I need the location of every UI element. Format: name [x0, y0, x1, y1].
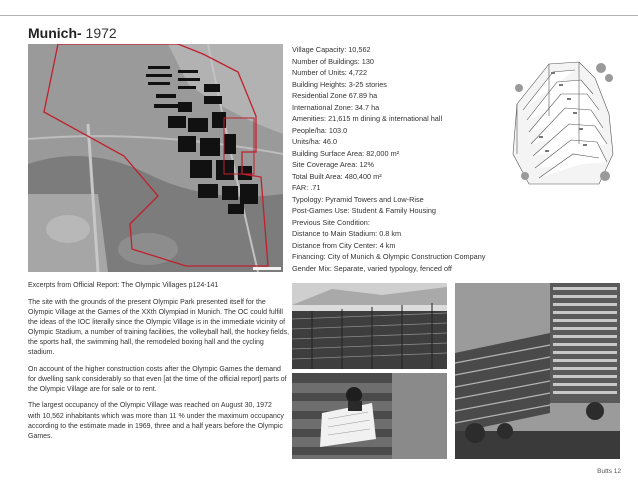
stat-people-per-ha: People/ha: 103.0: [292, 125, 348, 135]
excerpt-paragraph-1: The site with the grounds of the present Olympic Park presented itself for the Olympic Village at the Games of the XXth Olympiad in Munich. The OC could fulfill the ideas of the IOC literally since the Olympic Village is in the immediate vicinity of Olympic Stadium, a number of training facilities, the volleyball hall, the hockey fields, the sports hall, the swimming hall, the remodeled boxing hall and the cycling stadium.: [28, 298, 290, 357]
stat-site-coverage: Site Coverage Area: 12%: [292, 160, 374, 169]
stat-financing: Financing: City of Munich & Olympic Construction Company: [292, 252, 486, 261]
stat-building-surface-area: Building Surface Area: 82,000 m²: [292, 148, 400, 158]
stat-previous-site-condition: Previous Site Condition:: [292, 217, 370, 227]
stat-distance-main-stadium: Distance to Main Stadium: 0.8 km: [292, 229, 402, 238]
stat-gender-mix: Gender Mix: Separate, varied typology, fenced off: [292, 263, 452, 273]
housing-blocks-photo: [455, 283, 620, 459]
village-stats-list: [292, 44, 504, 274]
stat-amenities: Amenities: 21,615 m dining & international hall: [292, 114, 443, 123]
aerial-site-photo: [28, 44, 283, 272]
terraced-housing-sketch: [509, 44, 621, 194]
stadium-construction-photo: [292, 283, 447, 369]
title-city: Munich-: [28, 25, 82, 41]
stat-units-per-ha: Units/ha: 46.0: [292, 137, 338, 146]
newspaper-reader-photo: [292, 373, 447, 459]
stat-post-games-use: Post-Games Use: Student & Family Housing: [292, 206, 436, 215]
official-report-excerpt: [28, 281, 290, 448]
stat-building-heights: Building Heights: 3-25 stories: [292, 79, 387, 89]
stat-typology: Typology: Pyramid Towers and Low-Rise: [292, 194, 424, 204]
stat-international-zone: International Zone: 34.7 ha: [292, 102, 380, 112]
stat-residential-zone: Residential Zone 67.89 ha: [292, 91, 378, 100]
excerpt-paragraph-3: The largest occupancy of the Olympic Village was reached on August 30, 1972 with 10,562 inhabitants which was more than 11 % under the maximum occupancy according to the estimate made in 1969, three and a half years before the Olympic Games.: [28, 402, 284, 440]
stat-village-capacity: Village Capacity: 10,562: [292, 45, 371, 54]
excerpt-paragraph-2: On account of the higher construction costs after the Olympic Games the demand for dwelling sank considerably so that even [at the time of the official report] parts of the Olympic Village are for sale or to rent.: [28, 365, 287, 393]
title-year: 1972: [81, 25, 117, 41]
page-credit: Butts 12: [597, 468, 621, 475]
stat-far: FAR: .71: [292, 183, 321, 192]
stat-distance-city-center: Distance from City Center: 4 km: [292, 240, 396, 250]
stat-total-built-area: Total Built Area: 480,400 m²: [292, 171, 382, 181]
top-rule: [0, 15, 638, 16]
excerpt-source: Excerpts from Official Report: The Olympic Villages p124-141: [28, 282, 219, 289]
stat-number-of-units: Number of Units: 4,722: [292, 68, 368, 77]
stat-number-of-buildings: Number of Buildings: 130: [292, 56, 374, 66]
page-title: [28, 25, 117, 41]
